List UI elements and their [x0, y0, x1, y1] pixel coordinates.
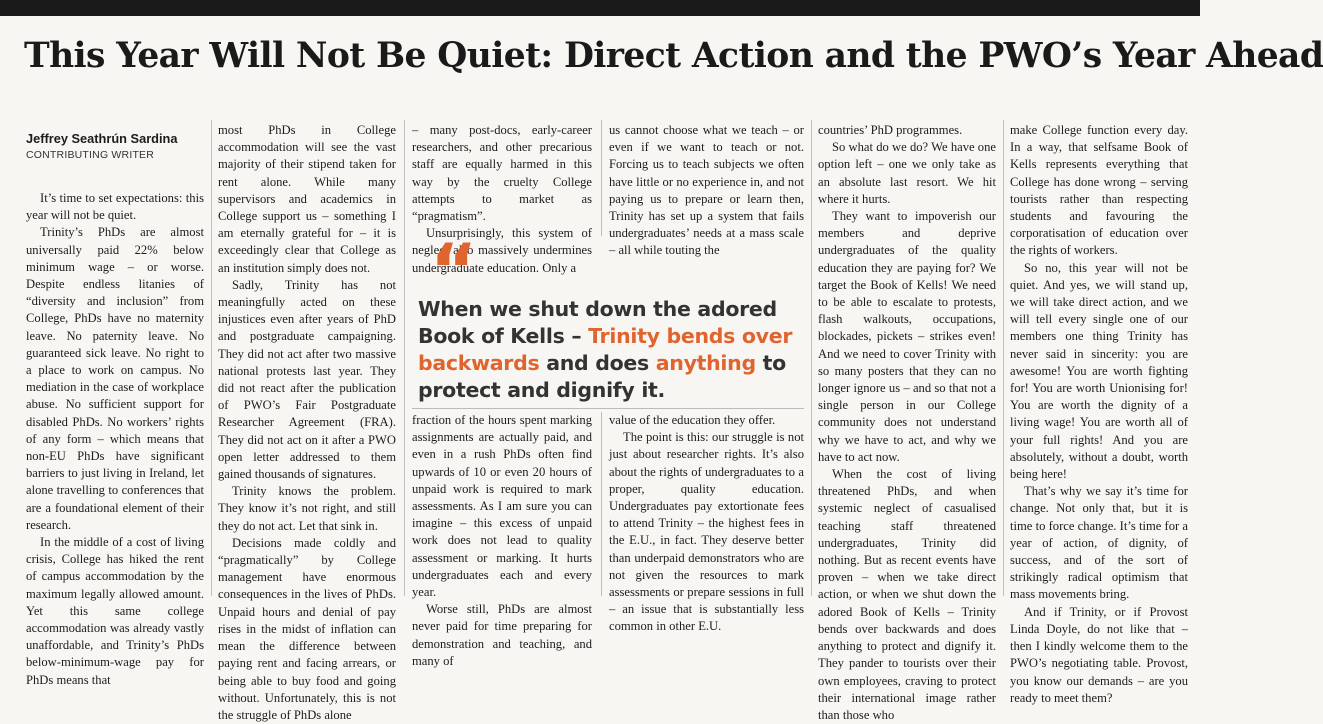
column-5: [818, 122, 996, 722]
column-rule: [211, 120, 212, 596]
paragraph: Unsurprisingly, this system of neglect also massively undermines undergraduate education. Only a: [412, 226, 592, 275]
quote-mark-icon: “: [430, 228, 478, 312]
pull-quote-part: When we shut down the adored Book of Kells –: [418, 297, 777, 348]
pull-quote-part: to protect and dignify it.: [418, 351, 786, 402]
column-rule: [404, 120, 405, 596]
top-bar: [0, 0, 1200, 16]
paragraph: Trinity’s PhDs are almost universally paid 22% below minimum wage – or worse. Despite endless litanies of “diversity and inclusion” from College, PhDs have no maternity leave. No paternity leave. No guaranteed sick leave. No right to a place to work on campus. No mediation in the case of workplace abuse. No sufficient support for disabled PhDs. No workers’ rights of any form – which means that non-EU PhDs have significant barriers to just living in Ireland, let alone travelling to conferences that are a foundational element of their research.: [26, 225, 204, 532]
pull-quote-text: [418, 296, 804, 404]
paragraph: Decisions made coldly and “pragmatically” by College management have enormous consequences in the lives of PhDs. Unpaid hours and denial of pay rises in the midst of inflation can mean the difference between paying rent and facing arrears, or being able to buy food and going without. Unfortunately, this is not the struggle of PhDs alone: [218, 535, 396, 722]
paragraph: Worse still, PhDs are almost never paid for time preparing for demonstration and teaching, and many of: [412, 602, 592, 668]
paragraph: Trinity knows the problem. They know it’s not right, and still they do not act. Let that sink in.: [218, 484, 396, 533]
column-3-bottom: [412, 412, 592, 668]
paragraph: So what do we do? We have one option left – one we only take as an absolute last resort. We hit where it hurts.: [818, 140, 996, 206]
column-1: [26, 130, 204, 687]
paragraph: They want to impoverish our members and deprive undergraduates of the quality education they are paying for? We target the Book of Kells! We need to be able to escalate to protests, flash walkouts, occupations, blockades, pickets – strikes even! And we need to cover Trinity with so many posters that they can no longer ignore us – and so that not a single person in our College community does not understand why we have to act, and why we have to act now.: [818, 209, 996, 464]
pull-quote-rule: [412, 408, 804, 409]
column-rule: [601, 120, 602, 236]
headline: This Year Will Not Be Quiet: Direct Action and the PWO’s Year Ahead: [24, 36, 1323, 76]
paragraph: most PhDs in College accommodation will see the vast majority of their stipend taken for rent alone. While many supervisors and academics in College support us – something I am eternally grateful for – it is exceedingly clear that College as an institution simply does not.: [218, 123, 396, 275]
column-2: [218, 122, 396, 722]
pull-quote: [412, 228, 804, 408]
paragraph: fraction of the hours spent marking assignments are actually paid, and even in a rush PhDs often find upwards of 10 or even 20 hours of unpaid work is required to mark assessments. As I am sure you can imagine – this excess of unpaid work does not lead to quality assessment or marking. It hurts undergraduates each and every year.: [412, 413, 592, 600]
pull-quote-highlight: Trinity bends over backwards: [418, 324, 793, 375]
paragraph: And if Trinity, or if Provost Linda Doyle, do not like that – then I kindly welcome them to the PWO’s negotiating table. Provost, you know our demands – are you ready to meet them?: [1010, 604, 1188, 705]
pull-quote-highlight: anything: [655, 351, 756, 375]
paragraph: countries’ PhD programmes.: [818, 123, 963, 137]
column-4-top: [609, 122, 804, 258]
paragraph: That’s why we say it’s time for change. Not only that, but it is time to force change. It’s time for a year of action, of dignity, of success, and of the sort of strikingly radical optimism that mass movements bring.: [1010, 484, 1188, 602]
byline-role: CONTRIBUTING WRITER: [26, 149, 155, 161]
paragraph: So no, this year will not be quiet. And yes, we will stand up, we will take direct action, and we will tell every single one of our members one thing Trinity has never said in sincerity: you are awesome! You are worth fighting for! You are worth Unionising for! You are worth the dignity of a living wage! You are worth all of your full rights! And you are absolutely, without a doubt, worth being here!: [1010, 260, 1188, 482]
pull-quote-part: and does: [539, 351, 656, 375]
column-rule: [811, 120, 812, 596]
column-6: [1010, 122, 1188, 705]
paragraph: value of the education they offer.: [609, 413, 776, 427]
paragraph: us cannot choose what we teach – or even if we want to teach or not. Forcing us to teach subjects we often have little or no experience in, and not paying us to prepare or learn then, Trinity has set up a system that fails undergraduates’ needs at a mass scale – all while touting the: [609, 123, 804, 258]
byline-author: Jeffrey Seathrún Sardina: [26, 131, 178, 146]
column-4-bottom: [609, 412, 804, 634]
paragraph: make College function every day. In a way, that selfsame Book of Kells represents everything that College has done wrong – serving tourists rather than respecting students and favouring the corporatisation of education over the rights of workers.: [1010, 123, 1188, 258]
paragraph: – many post-docs, early-career researchers, and other precarious staff are equally harmed in this way by the cruelty College attempts to market as “pragmatism”.: [412, 123, 592, 224]
paragraph: When the cost of living threatened PhDs, and when systemic neglect of casualised teaching staff threatened undergraduates, Trinity did nothing. But as recent events have proven – when we take direct action, or when we shut down the adored Book of Kells – Trinity bends over backwards and does anything to protect and dignify it. They pander to tourists over their own employees, craving to protect their international image rather than those who: [818, 467, 996, 722]
paragraph: Sadly, Trinity has not meaningfully acted on these injustices even after years of PhD and postgraduate campaigning. They did not act after two massive national protests last year. They did not react after the publication of PWO’s Fair Postgraduate Researcher Agreement (FRA). They did not act on it after a PWO open letter addressed to them gained thousands of signatures.: [218, 277, 396, 482]
paragraph: The point is this: our struggle is not just about researcher rights. It’s also about the rights of undergraduates to a proper, quality education. Undergraduates pay extortionate fees to attend Trinity – the highest fees in the E.U., in fact. They deserve better than underpaid demonstrators who are not given the resources to mark assessments or prepare sessions in full – an issue that is substantially less common in other E.U.: [609, 430, 804, 634]
column-3-top: [412, 122, 592, 275]
paragraph: It’s time to set expectations: this year will not be quiet.: [26, 191, 204, 223]
paragraph: In the middle of a cost of living crisis, College has hiked the rent of campus accommodation by the maximum legally allowed amount. Yet this same college accommodation was already vastly unaffordable, and Trinity’s PhDs below-minimum-wage pay for PhDs means that: [26, 535, 204, 687]
column-rule: [601, 412, 602, 596]
column-rule: [1003, 120, 1004, 596]
